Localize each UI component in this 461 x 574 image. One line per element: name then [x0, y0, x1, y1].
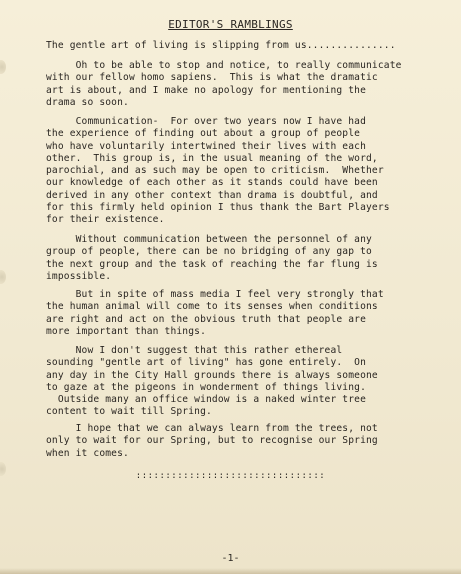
section-divider: :::::::::::::::::::::::::::::::: — [135, 471, 326, 481]
text-line: the next group and the task of reaching the far flung is — [46, 258, 378, 270]
text-line: Outside many an office window is a naked winter tree — [46, 394, 366, 406]
text-line: the experience of finding out about a group of people — [46, 128, 361, 140]
text-line: parochial, and as such may be open to criticism. Whether — [46, 165, 384, 177]
text-line: any day in the City Hall grounds there is always someone — [46, 369, 378, 381]
paragraph-1 — [46, 40, 426, 52]
text-line: more important than things. — [46, 325, 206, 337]
text-line: only to wait for our Spring, but to recognise our Spring — [46, 435, 378, 447]
text-line: are right and act on the obvious truth that people are — [46, 313, 366, 325]
title-text: EDITOR'S RAMBLINGS — [168, 18, 293, 31]
text-line: our knowledge of each other as it stands could have been — [46, 177, 378, 189]
text-line: with our fellow homo sapiens. This is what the dramatic — [46, 72, 378, 84]
text-line: to gaze at the pigeons in wonderment of things living. — [46, 381, 366, 393]
document-title — [0, 18, 461, 31]
text-line: when it comes. — [46, 447, 129, 459]
paragraph-6 — [46, 345, 426, 419]
text-line: other. This group is, in the usual meaning of the word, — [46, 152, 378, 164]
text-line: group of people, there can be no bridging of any gap to — [46, 246, 372, 258]
paragraph-4 — [46, 234, 426, 283]
paragraph-5 — [46, 289, 426, 338]
paragraph-3 — [46, 116, 426, 227]
text-line: content to wait till Spring. — [46, 406, 212, 418]
text-line: derived in any other context than drama is doubtful, and — [46, 189, 378, 201]
text-line: art is about, and I make no apology for mentioning the — [46, 84, 366, 96]
text-line: impossible. — [46, 270, 112, 282]
text-line: the human animal will come to its senses when conditions — [46, 301, 378, 313]
text-line: But in spite of mass media I feel very strongly that — [46, 289, 384, 300]
paragraph-7 — [46, 423, 426, 460]
paragraph-2 — [46, 60, 426, 109]
text-line: Communication- For over two years now I have had — [46, 116, 366, 127]
text-line: who have voluntarily intertwined their lives with each — [46, 140, 366, 152]
punch-hole — [0, 270, 6, 284]
text-line: I hope that we can always learn from the trees, not — [46, 423, 378, 434]
text-line: for their existence. — [46, 214, 165, 226]
text-line: The gentle art of living is slipping from us............... — [46, 40, 396, 51]
text-line: sounding "gentle art of living" has gone entirely. On — [46, 357, 366, 369]
text-line: drama so soon. — [46, 96, 129, 108]
text-line: Without communication between the personnel of any — [46, 234, 372, 245]
text-line: for this firmly held opinion I thus thank the Bart Players — [46, 202, 390, 214]
text-line: Oh to be able to stop and notice, to really communicate — [46, 60, 402, 71]
text-line: Now I don't suggest that this rather ethereal — [46, 345, 343, 356]
punch-hole — [0, 60, 6, 74]
page-number: -1- — [221, 553, 240, 564]
page-edge-shadow — [0, 568, 461, 574]
